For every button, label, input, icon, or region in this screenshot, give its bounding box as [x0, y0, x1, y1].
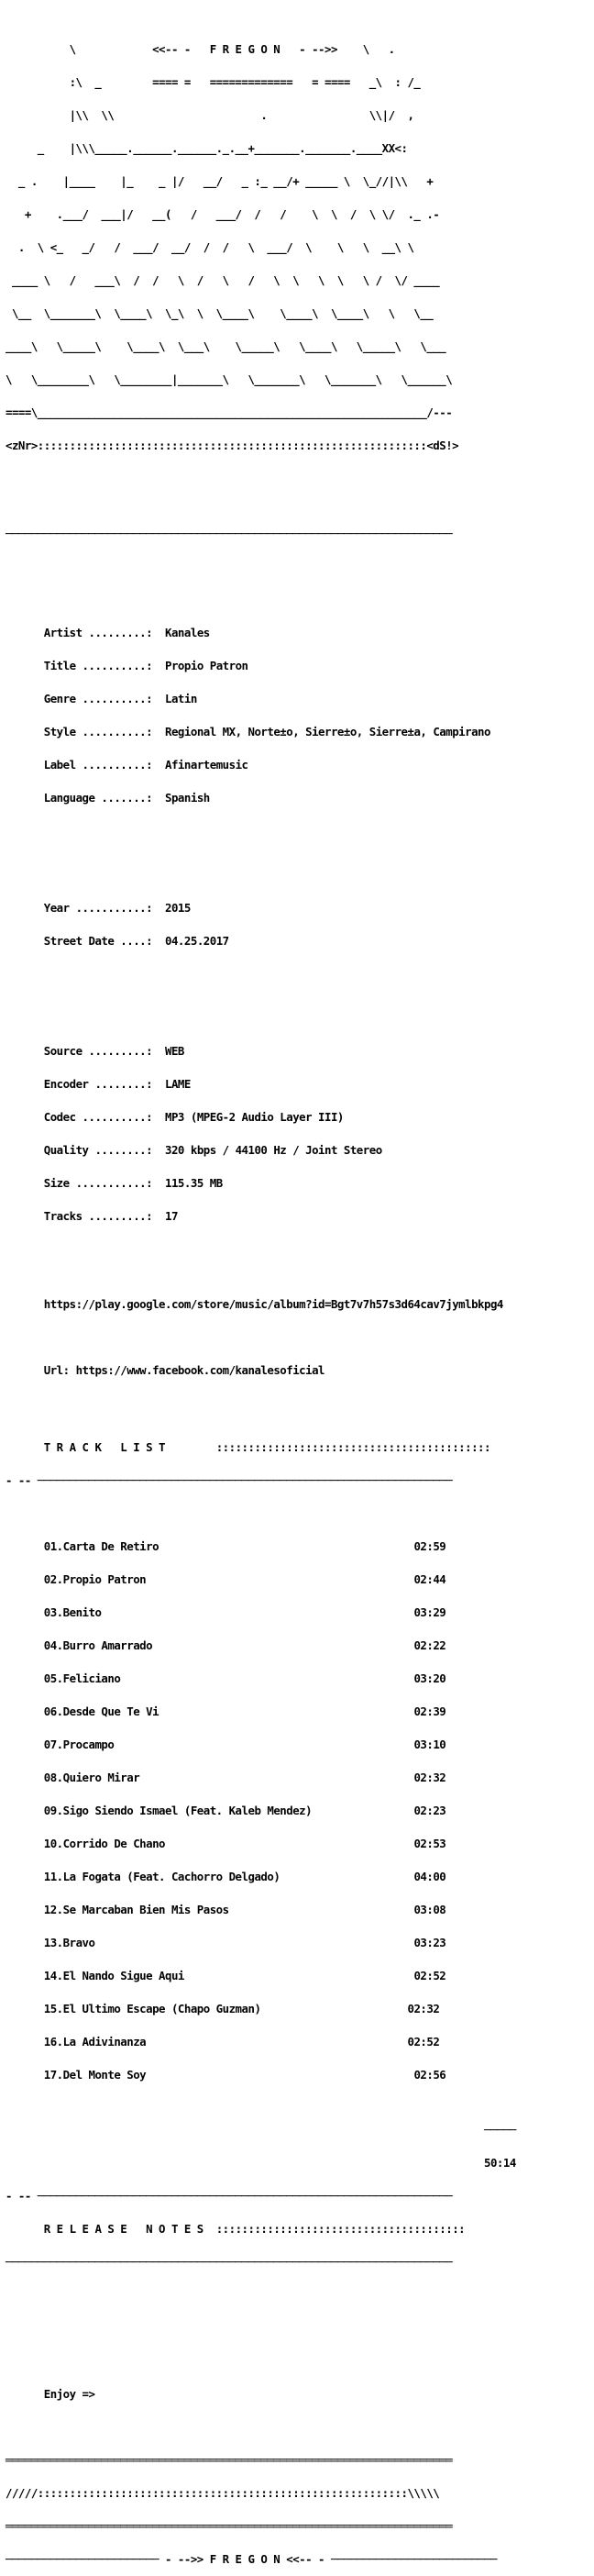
track-row: [6, 2004, 592, 2015]
track-time: 02:59: [413, 1539, 446, 1553]
track-time: 03:29: [413, 1605, 446, 1619]
meta-row-style: [6, 727, 592, 738]
meta-value: Kanales: [165, 626, 210, 639]
meta-row-tracks: [6, 1211, 592, 1222]
track-row: [6, 2070, 592, 2081]
track-title: 04.Burro Amarrado: [43, 1638, 153, 1652]
meta-key: Language .......:: [43, 791, 153, 805]
meta-row-genre: [6, 694, 592, 705]
total-time-line: [6, 2158, 592, 2169]
banner-line: <zNr>:::::::::::::::::::::::::::::::::::::::::::::::::::::::::::::<dS!>: [6, 439, 459, 452]
track-row: [6, 1772, 592, 1783]
track-time: 02:22: [413, 1638, 446, 1652]
dashed-rule: - -- ─────────────────────────────────────────────────────────────────: [6, 1473, 453, 1487]
meta-row-encoder: [6, 1079, 592, 1090]
track-title: 12.Se Marcaban Bien Mis Pasos: [43, 1903, 229, 1916]
meta-value: 115.35 MB: [165, 1176, 223, 1190]
track-row: [6, 1640, 592, 1651]
track-row: [6, 1871, 592, 1882]
banner-line: ====\_____________________________________________________________/---: [6, 405, 459, 419]
track-time: 03:10: [413, 1738, 446, 1751]
track-time: 02:52: [413, 1969, 446, 1982]
blank-line: [6, 2290, 592, 2301]
ascii-banner: [6, 22, 592, 473]
track-title: 17.Del Monte Soy: [43, 2068, 147, 2082]
blank-line: [6, 2323, 592, 2334]
track-title: 03.Benito: [43, 1605, 102, 1619]
blank-line: [6, 1266, 592, 1277]
meta-key: Genre ..........:: [43, 692, 153, 705]
enjoy-line: [6, 2389, 592, 2400]
meta-row-year: [6, 903, 592, 914]
track-time: 03:08: [413, 1903, 446, 1916]
nfo-document: [6, 0, 592, 2576]
meta-row-quality: [6, 1145, 592, 1156]
meta-value: Afinartemusic: [165, 758, 248, 772]
blank-line: [6, 848, 592, 859]
track-title: 10.Corrido De Chano: [43, 1837, 166, 1850]
track-row: [6, 1541, 592, 1552]
blank-line: [6, 991, 592, 1002]
meta-key: Codec ..........:: [43, 1110, 153, 1124]
track-title: 07.Procampo: [43, 1738, 115, 1751]
track-time: 02:32: [413, 1771, 446, 1784]
meta-value: LAME: [165, 1077, 191, 1091]
meta-row-street-date: [6, 936, 592, 947]
meta-value: 04.25.2017: [165, 934, 229, 948]
total-time: 50:14: [484, 2156, 516, 2170]
blank-line: [6, 1398, 592, 1409]
banner-line: _ . |____ |_ _ |/ __/ _ :_ __/+ _____ \ \_//|\\ +: [6, 174, 453, 188]
track-title: 13.Bravo: [43, 1936, 95, 1949]
track-time: 02:32: [407, 2002, 440, 2015]
horizontal-rule: ──────────────────────────────────────────────────────────────────────: [6, 2255, 453, 2269]
track-time: 02:23: [413, 1804, 446, 1817]
banner-line: \ <<-- - F R E G O N - -->> \ .: [6, 42, 446, 56]
track-title: 01.Carta De Retiro: [43, 1539, 160, 1553]
track-row: [6, 2037, 592, 2048]
blank-line: [6, 2422, 592, 2433]
facebook-url: Url: https://www.facebook.com/kanalesoficial: [43, 1363, 324, 1377]
banner-line: :\ _ ==== = ============= = ==== _\ : /_: [6, 75, 446, 89]
total-rule: ─────: [484, 2123, 516, 2137]
meta-key: Style ..........:: [43, 725, 153, 738]
meta-row-title: [6, 661, 592, 672]
track-row: [6, 1706, 592, 1717]
blank-line: [6, 2356, 592, 2367]
facebook-url-line: [6, 1365, 592, 1376]
track-title: 09.Sigo Siendo Ismael (Feat. Kaleb Mendez): [43, 1804, 313, 1817]
meta-key: Title ..........:: [43, 659, 153, 672]
track-title: 14.El Nando Sigue Aqui: [43, 1969, 184, 1982]
track-title: 11.La Fogata (Feat. Cachorro Delgado): [43, 1870, 280, 1883]
track-title: 08.Quiero Mirar: [43, 1771, 140, 1784]
meta-row-label: [6, 760, 592, 771]
meta-value: Propio Patron: [165, 659, 248, 672]
meta-row-size: [6, 1178, 592, 1189]
blank-line: [6, 1332, 592, 1343]
track-row: [6, 1904, 592, 1915]
track-time: 02:52: [407, 2035, 440, 2049]
track-title: 16.La Adivinanza: [43, 2035, 147, 2049]
track-time: 04:00: [413, 1870, 446, 1883]
meta-value: MP3 (MPEG-2 Audio Layer III): [165, 1110, 344, 1124]
tracklist-dots: :::::::::::::::::::::::::::::::::::::::::::: [215, 1440, 490, 1454]
meta-row-source: [6, 1046, 592, 1057]
meta-key: Year ...........:: [43, 901, 153, 915]
meta-key: Source .........:: [43, 1044, 153, 1058]
metadata-block-release: [6, 605, 592, 826]
track-time: 03:20: [413, 1671, 446, 1685]
banner-line: _ |\\\_____.______.______._.__+_______._______.____XX<:: [6, 141, 459, 155]
meta-row-codec: [6, 1112, 592, 1123]
banner-line: |\\ \\ . \\|/ ,: [6, 108, 446, 122]
meta-value: 320 kbps / 44100 Hz / Joint Stereo: [165, 1143, 382, 1157]
track-row: [6, 1739, 592, 1750]
total-rule-line: [6, 2125, 592, 2136]
track-time: 02:39: [413, 1704, 446, 1718]
release-notes-header: R E L E A S E N O T E S: [43, 2222, 204, 2236]
banner-line: \__ \_______\ \____\ \_\ \ \____\ \____\ \____\ \ \__: [6, 306, 440, 320]
track-row: [6, 1838, 592, 1849]
dashed-rule: - -- ─────────────────────────────────────────────────────────────────: [6, 2189, 453, 2203]
meta-row-language: [6, 793, 592, 804]
banner-line: ____\ \_____\ \____\ \___\ \_____\ \____\ \_____\ \___: [6, 339, 446, 353]
meta-row-artist: [6, 627, 592, 638]
meta-key: Encoder ........:: [43, 1077, 153, 1091]
meta-value: Latin: [165, 692, 197, 705]
store-url: https://play.google.com/store/music/album?id=Bgt7v7h57s3d64cav7jymlbkpg4: [43, 1297, 503, 1311]
tracklist-header-line: [6, 1442, 592, 1453]
track-row: [6, 1574, 592, 1585]
track-row: [6, 1938, 592, 1949]
footer-rule: ══════════════════════════════════════════════════════════════════════: [6, 2453, 453, 2467]
metadata-block-encoding: [6, 1024, 592, 1244]
track-time: 02:53: [413, 1837, 446, 1850]
meta-value: Spanish: [165, 791, 210, 805]
meta-value: 2015: [165, 901, 191, 915]
banner-line: . \ <_ _/ / ___/ __/ / / \ ___/ \ \ \ __\ \: [6, 240, 440, 254]
tracklist-header: T R A C K L I S T: [43, 1440, 166, 1454]
meta-key: Tracks .........:: [43, 1209, 153, 1223]
track-row: [6, 1607, 592, 1618]
meta-value: 17: [165, 1209, 178, 1223]
track-row: [6, 1805, 592, 1816]
release-notes-header-line: [6, 2224, 592, 2235]
meta-key: Artist .........:: [43, 626, 153, 639]
track-title: 05.Feliciano: [43, 1671, 121, 1685]
track-title: 15.El Ultimo Escape (Chapo Guzman): [43, 2002, 261, 2015]
footer-dots: /////::::::::::::::::::::::::::::::::::::::::::::::::::::::::::\\\\\: [6, 2486, 440, 2500]
footer-rule: ══════════════════════════════════════════════════════════════════════: [6, 2519, 453, 2533]
enjoy-text: Enjoy =>: [43, 2387, 95, 2401]
track-row: [6, 1673, 592, 1684]
banner-line: + .___/ ___|/ __( / ___/ / / \ \ / \ \/ ._ .-: [6, 207, 453, 221]
metadata-block-dates: [6, 881, 592, 969]
track-list: [6, 1519, 592, 2103]
banner-line: \ \________\ \________|_______\ \_______\ \_______\ \______\: [6, 372, 453, 386]
meta-key: Size ...........:: [43, 1176, 153, 1190]
track-time: 02:56: [413, 2068, 446, 2082]
track-time: 03:23: [413, 1936, 446, 1949]
track-title: 02.Propio Patron: [43, 1572, 147, 1586]
meta-key: Label ..........:: [43, 758, 153, 772]
track-time: 02:44: [413, 1572, 446, 1586]
release-notes-dots: :::::::::::::::::::::::::::::::::::::::: [215, 2222, 466, 2236]
meta-key: Quality ........:: [43, 1143, 153, 1157]
track-title: 06.Desde Que Te Vi: [43, 1704, 160, 1718]
banner-line: ____ \ / ___\ / / \ / \ / \ \ \ \ \ / \/ ____: [6, 273, 446, 287]
blank-line: [6, 495, 592, 506]
store-url-line: [6, 1299, 592, 1310]
footer-signature: ──────────────────────── - -->> F R E G O N <<-- - ──────────────────────────: [6, 2552, 497, 2566]
blank-line: [6, 561, 592, 572]
meta-value: WEB: [165, 1044, 184, 1058]
track-row: [6, 1971, 592, 1982]
horizontal-rule: ──────────────────────────────────────────────────────────────────────: [6, 527, 453, 540]
meta-key: Street Date ....:: [43, 934, 153, 948]
meta-value: Regional MX, Norte±o, Sierre±o, Sierre±a, Campirano: [165, 725, 490, 738]
